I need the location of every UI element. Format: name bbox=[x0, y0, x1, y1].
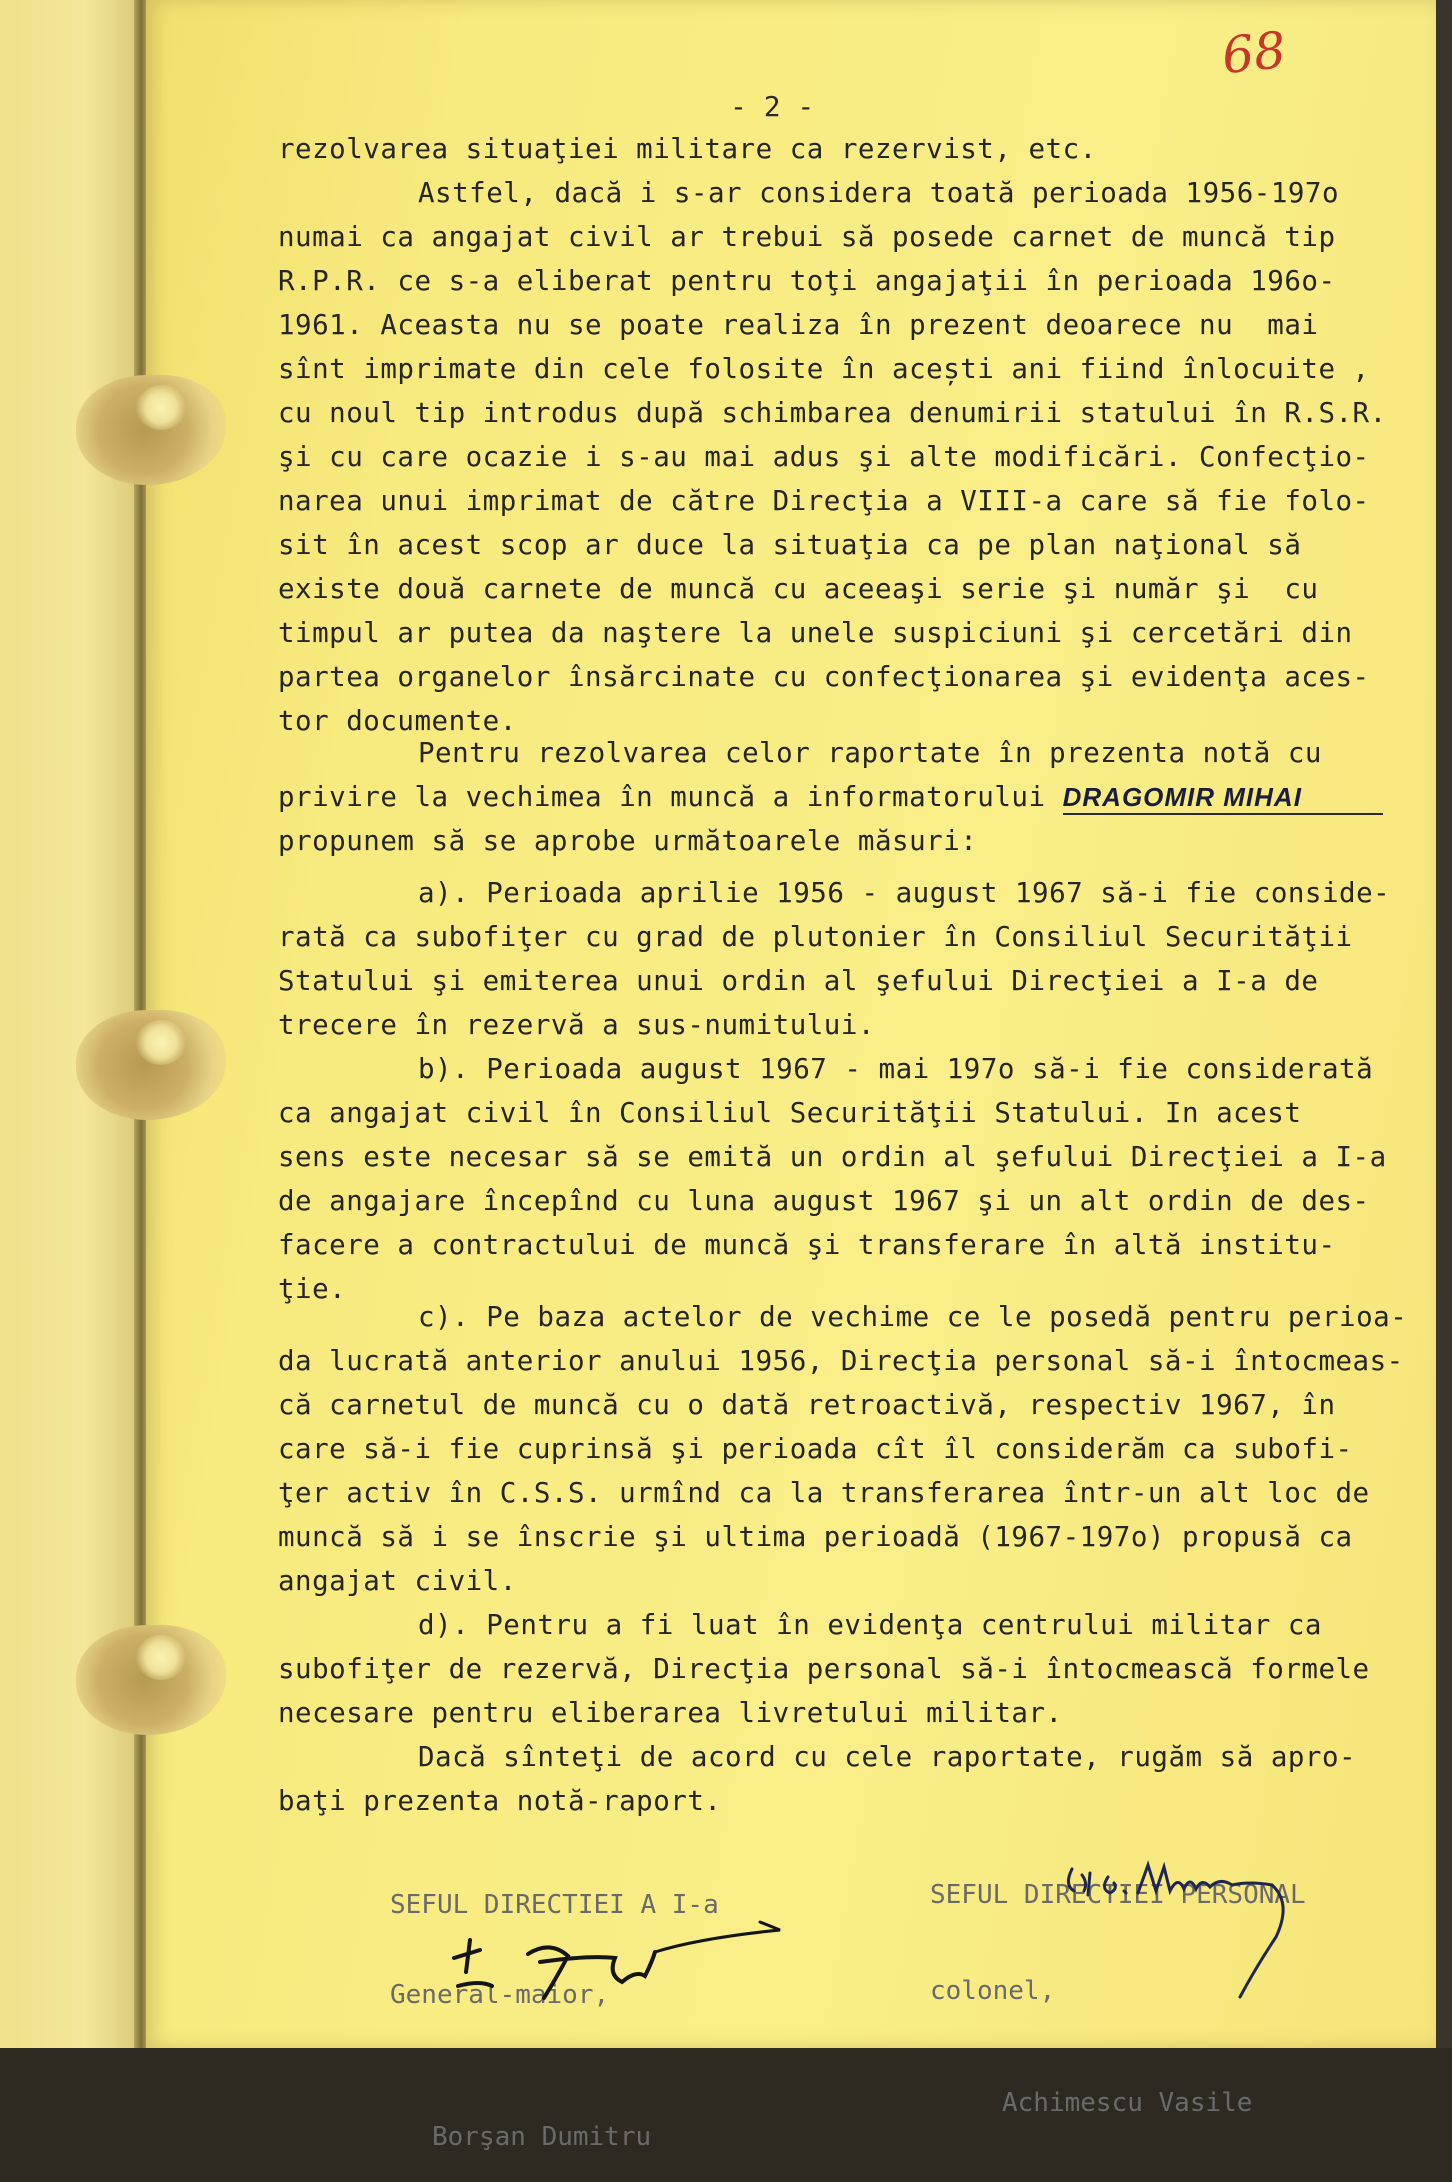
text-line: facere a contractului de muncă şi transferare în altă institu- bbox=[278, 1229, 1336, 1261]
text-line: şi cu care ocazie i s-au mai adus şi alte modificări. Confecţio- bbox=[278, 441, 1370, 473]
punch-hole-top bbox=[76, 375, 226, 485]
text-line: partea organelor însărcinate cu confecţionarea şi evidenţa aces- bbox=[278, 661, 1370, 693]
text-line: tor documente. bbox=[278, 705, 517, 737]
text-line: subofiţer de rezervă, Direcţia personal să-i întocmească formele bbox=[278, 1653, 1370, 1685]
text-line: rată ca subofiţer cu grad de plutonier în Consiliul Securităţii bbox=[278, 921, 1353, 953]
text-line: cu noul tip introdus după schimbarea denumirii statului în R.S.R. bbox=[278, 397, 1387, 429]
text-line: timpul ar putea da naştere la unele suspiciuni şi cercetări din bbox=[278, 617, 1353, 649]
text-line: d). Pentru a fi luat în evidenţa centrului militar ca bbox=[418, 1609, 1322, 1641]
text-line: numai ca angajat civil ar trebui să posede carnet de muncă tip bbox=[278, 221, 1336, 253]
text-line: propunem să se aprobe următoarele măsuri: bbox=[278, 825, 978, 857]
signatory-rank: colonel, bbox=[930, 1976, 1056, 2006]
text-line: sînt imprimate din cele folosite în acești ani fiind înlocuite , bbox=[278, 353, 1370, 385]
handwritten-signature-right bbox=[1060, 1855, 1310, 2005]
text-line: care să-i fie cuprinsă şi perioada cît îl considerăm ca subofi- bbox=[278, 1433, 1353, 1465]
signatory-name: Achimescu Vasile bbox=[1002, 2088, 1253, 2118]
text-line: R.P.R. ce s-a eliberat pentru toţi angajaţii în perioada 196o- bbox=[278, 265, 1336, 297]
signatory-title: SEFUL DIRECTIEI A I-a bbox=[390, 1890, 719, 1920]
handwritten-signature-left bbox=[440, 1900, 800, 2010]
text-line: Dacă sînteţi de acord cu cele raportate, rugăm să apro- bbox=[418, 1741, 1357, 1773]
text-line: rezolvarea situaţiei militare ca rezervist, etc. bbox=[278, 133, 1097, 165]
text-line: 1961. Aceasta nu se poate realiza în prezent deoarece nu mai bbox=[278, 309, 1319, 341]
text-line: Astfel, dacă i s-ar considera toată perioada 1956-197o bbox=[418, 177, 1340, 209]
text-line: angajat civil. bbox=[278, 1565, 517, 1597]
text-line bbox=[278, 781, 1383, 815]
handwritten-page-number: 68 bbox=[1219, 20, 1289, 86]
signatory-title: SEFUL DIRECTIEI PERSONAL bbox=[930, 1880, 1306, 1910]
text-line: a). Perioada aprilie 1956 - august 1967 să-i fie conside- bbox=[418, 877, 1391, 909]
text-line: ca angajat civil în Consiliul Securităţii Statului. In acest bbox=[278, 1097, 1302, 1129]
page-marker: - 2 - bbox=[730, 90, 815, 123]
text-line: ţer activ în C.S.S. urmînd ca la transferarea într-un alt loc de bbox=[278, 1477, 1370, 1509]
text-line: trecere în rezervă a sus-numitului. bbox=[278, 1009, 875, 1041]
signatory-rank: General-maior, bbox=[390, 1980, 610, 2010]
text-line: că carnetul de muncă cu o dată retroactivă, respectiv 1967, în bbox=[278, 1389, 1336, 1421]
text-line: sit în acest scop ar duce la situaţia ca pe plan naţional să bbox=[278, 529, 1302, 561]
text-line: baţi prezenta notă-raport. bbox=[278, 1785, 722, 1817]
text-line: narea unui imprimat de către Direcţia a VIII-a care să fie folo- bbox=[278, 485, 1370, 517]
text-line: existe două carnete de muncă cu aceeaşi serie şi număr şi cu bbox=[278, 573, 1319, 605]
text-line: muncă să i se înscrie şi ultima perioadă (1967-197o) propusă ca bbox=[278, 1521, 1353, 1553]
text-line: de angajare începînd cu luna august 1967 şi un alt ordin de des- bbox=[278, 1185, 1370, 1217]
text-line: Statului şi emiterea unui ordin al şefului Direcţiei a I-a de bbox=[278, 965, 1319, 997]
handwritten-informer-name: DRAGOMIR MIHAI bbox=[1063, 781, 1383, 815]
text-line: da lucrată anterior anului 1956, Direcţia personal să-i întocmeas- bbox=[278, 1345, 1404, 1377]
text-line: Pentru rezolvarea celor raportate în prezenta notă cu bbox=[418, 737, 1322, 769]
punch-hole-bottom bbox=[76, 1625, 226, 1735]
text-segment: privire la vechimea în muncă a informatorului bbox=[278, 781, 1063, 813]
text-line: b). Perioada august 1967 - mai 197o să-i fie considerată bbox=[418, 1053, 1374, 1085]
text-line: sens este necesar să se emită un ordin al şefului Direcţiei a I-a bbox=[278, 1141, 1387, 1173]
background-edge bbox=[1436, 0, 1452, 2048]
text-line: ţie. bbox=[278, 1273, 347, 1305]
text-line: c). Pe baza actelor de vechime ce le posedă pentru perioa- bbox=[418, 1301, 1408, 1333]
signatory-name: Borşan Dumitru bbox=[432, 2122, 652, 2152]
text-line: necesare pentru eliberarea livretului militar. bbox=[278, 1697, 1063, 1729]
punch-hole-middle bbox=[76, 1010, 226, 1120]
